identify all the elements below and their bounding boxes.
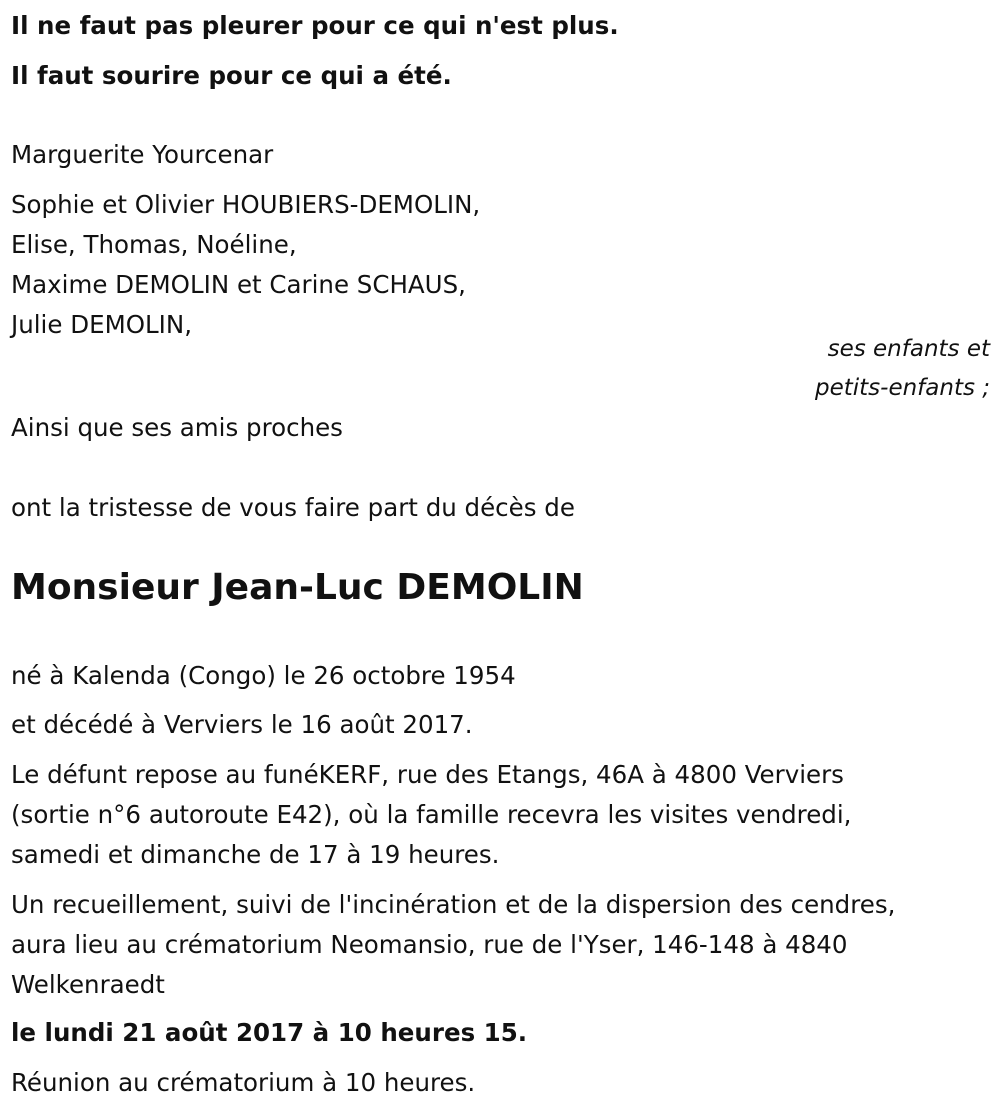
deceased-name: Monsieur Jean-Luc DEMOLIN [11,567,584,608]
friends-line: Ainsi que ses amis proches [11,413,343,442]
death-line: et décédé à Verviers le 16 août 2017. [11,710,473,739]
ceremony-line: aura lieu au crématorium Neomansio, rue de l'Yser, 146-148 à 4840 [11,930,848,959]
ceremony-line: Welkenraedt [11,970,165,999]
family-member: Julie DEMOLIN, [11,310,192,339]
ceremony-line: Un recueillement, suivi de l'incinération et de la dispersion des cendres, [11,890,896,919]
repose-line: Le défunt repose au funéKERF, rue des Etangs, 46A à 4800 Verviers [11,760,844,789]
quote-author: Marguerite Yourcenar [11,140,274,169]
birth-line: né à Kalenda (Congo) le 26 octobre 1954 [11,661,516,690]
meeting-line: Réunion au crématorium à 10 heures. [11,1068,476,1097]
ceremony-date: le lundi 21 août 2017 à 10 heures 15. [11,1018,528,1047]
relation-line-1: ses enfants et [827,336,990,362]
quote-line-1: Il ne faut pas pleurer pour ce qui n'est plus. [11,11,619,40]
announcement-intro: ont la tristesse de vous faire part du décès de [11,493,575,522]
quote-line-2: Il faut sourire pour ce qui a été. [11,61,452,90]
family-member: Elise, Thomas, Noéline, [11,230,297,259]
family-member: Sophie et Olivier HOUBIERS-DEMOLIN, [11,190,481,219]
relation-line-2: petits-enfants ; [814,375,990,401]
family-member: Maxime DEMOLIN et Carine SCHAUS, [11,270,466,299]
repose-line: (sortie n°6 autoroute E42), où la famille recevra les visites vendredi, [11,800,852,829]
repose-line: samedi et dimanche de 17 à 19 heures. [11,840,500,869]
